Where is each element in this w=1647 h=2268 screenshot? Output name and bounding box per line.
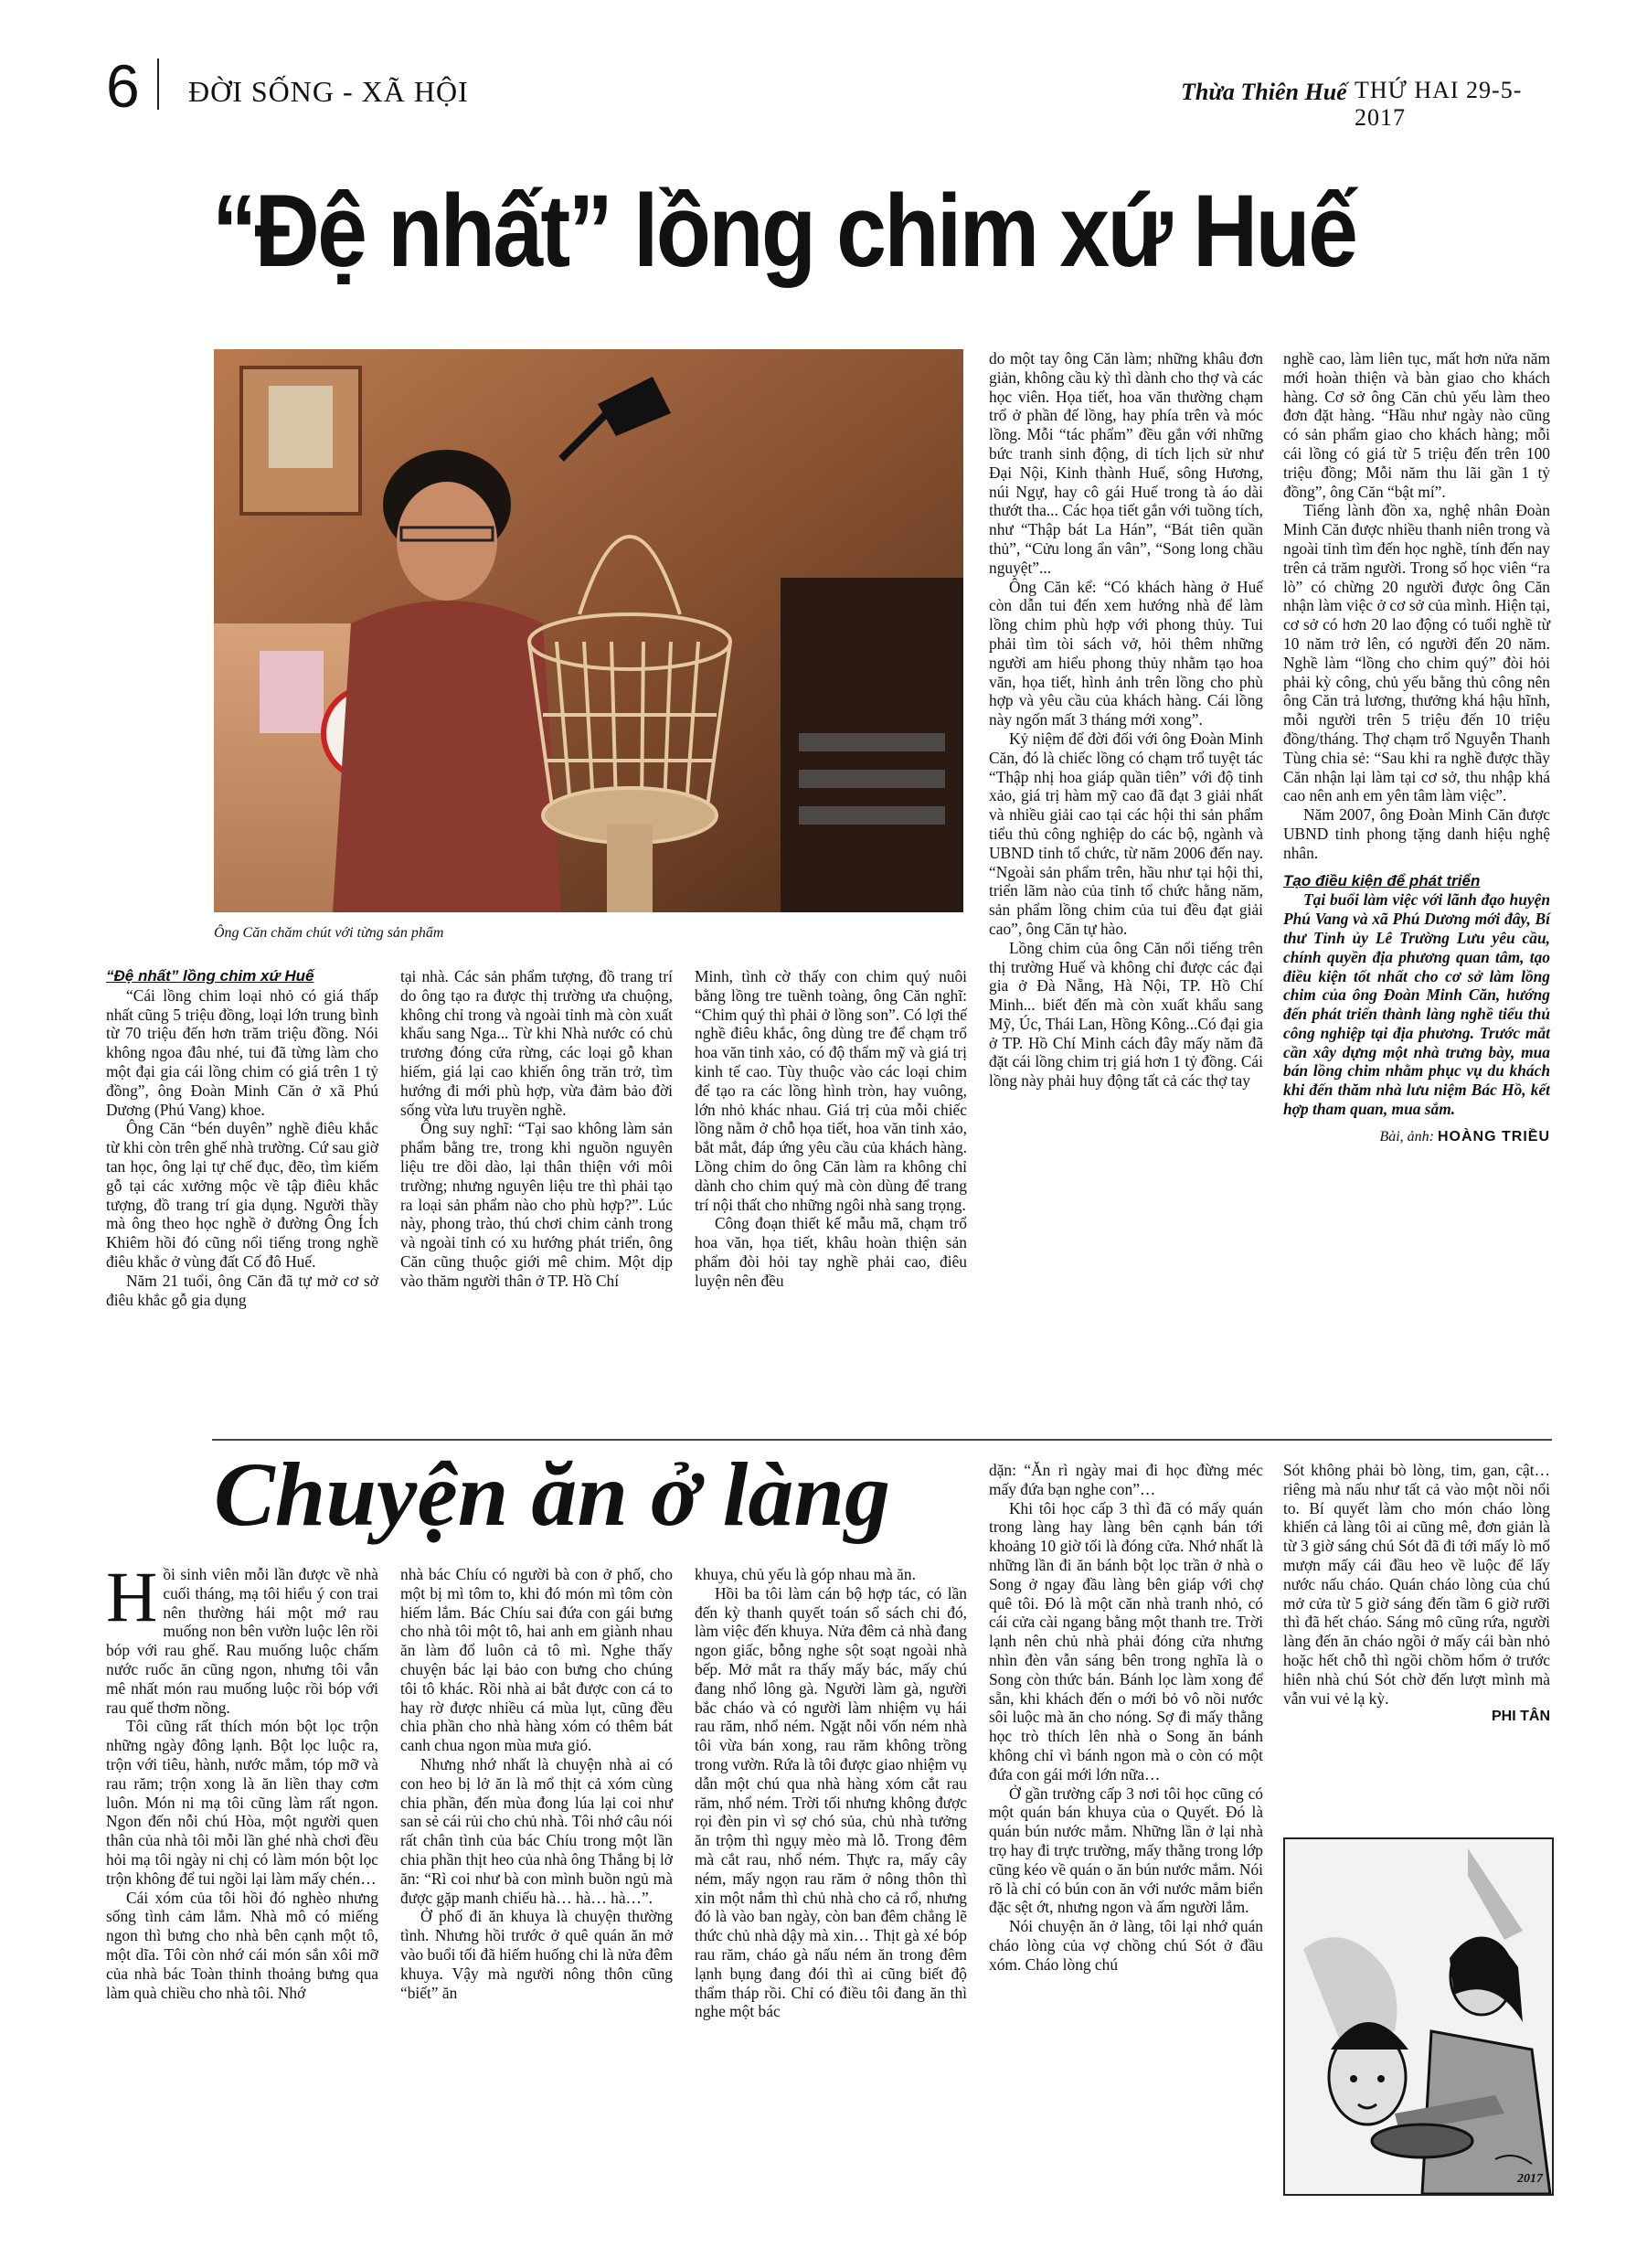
article1-byline (1283, 1128, 1550, 1147)
article1-col4-p1: do một tay ông Căn làm; những khâu đơn giản, không cầu kỳ thì dành cho thợ và các học viên. Họa tiết, hoa văn thường chạm trổ ở phần đế lồng, hay phía trên và móc lồng. Mỗi “tác phẩm” đều gắn với những bức tranh sinh động, di tích lịch sử như Đại Nội, Kinh thành Huế, sông Hương, núi Ngự, hay cô gái Huế trong tà áo dài thướt tha... Các họa tiết gắn với tuồng tích, như “Thập bát La Hán”, “Bát tiên quần thủ”, “Cửu long ẩn vân”, “Song long chầu nguyệt”... (989, 349, 1263, 577)
article1-col4-p2: Ông Căn kể: “Có khách hàng ở Huế còn dẫn tui đến xem hướng nhà để làm lồng chim phù hợp với phong thủy. Tui phải tìm tòi sách vở, hỏi thêm những người am hiểu phong thủy nhằm tạo hoa văn, họa tiết, hình ảnh trên lồng cho phù hợp và yêu cầu của khách hàng. Cái lồng này ngốn mất 3 tháng mới xong”. (989, 577, 1263, 729)
article1-headline: “Đệ nhất” lồng chim xứ Huế (212, 174, 1356, 288)
article2-col3-p2: Hồi ba tôi làm cán bộ hợp tác, có lần đến kỳ thanh quyết toán sổ sách chi đó, làm việc đến khuya. Nửa đêm cả nhà đang ngon giấc, bỗng nghe sột soạt ngoài nhà bếp. Mở mắt ra thấy mấy bác, mấy chú đang nhổ lông gà. Người làm gà, người bắc cháo và có người làm nhiệm vụ hái rau răm, nhổ ném. Ngặt nỗi vốn ném nhà tôi vừa bán xong, rau răm không trồng trong vườn. Rứa là tôi được giao nhiệm vụ dẫn một chú qua nhà hàng xóm cắt rau răm, nhổ ném. Trời tối nhưng không được rọi đèn pin vì sợ chó sủa, chủ nhà tưởng ăn trộm thì ngụy mèo mà lỗ. Trong đêm mà cắt rau, nhổ ném. Thực ra, mấy cây ném, mấy ngọn rau răm ở nông thôn thì xin một nắm thì chủ nhà cho cả rổ, nhưng đó là vào ban ngày, còn ban đêm chẳng lẽ thức chủ nhà dậy mà xin… Thịt gà xé bóp rau răm, cháo gà nấu ném ăn trong đêm lạnh bụng đang đói thì ai cũng biết độ thẩm tháp rồi. Chỉ có điều tôi đang ăn thì nghe một bác (695, 1583, 967, 2021)
article1-col1-p2: Ông Căn “bén duyên” nghề điêu khắc từ khi còn trên ghế nhà trường. Cứ sau giờ tan học, ông lại tự chế đục, đẽo, tìm kiếm gỗ tại các xưởng mộc về tập điêu khắc tượng, đồ trang trí gia dụng. Người thầy mà ông theo học nghề ở đường Ông Ích Khiêm hồi đó cũng nổi tiếng trong nghề điêu khắc ở vùng đất Cố đô Huế. (106, 1119, 378, 1271)
article2-col2 (400, 1565, 673, 2002)
article1-photo (214, 349, 963, 912)
article2-signature: PHI TÂN (1492, 1709, 1550, 1725)
wall-calendar (260, 651, 324, 733)
byline-label: Bài, ảnh: (1379, 1128, 1434, 1145)
illustration-signature: 2017 (1517, 2172, 1543, 2186)
article2-col2-p1: nhà bác Chíu có người bà con ở phố, cho một bị mì tôm to, khi đó món mì tôm còn hiếm lắm. Bác Chíu sai đứa con gái bưng cho nhà tôi một tô, hai anh em giành nhau ăn làm đổ luôn cả tô mì. Nghe thấy chuyện bác lại bảo con bưng cho chúng tôi tô khác. Rồi nhà ai bắt được con cá to hay rờ được nhiều cá mùa lụt, cũng đều chia phần cho nhà hàng xóm có thêm bát canh chua ngon mùa mưa gió. (400, 1565, 673, 1755)
article2-col4-p2: Khi tôi học cấp 3 thì đã có mấy quán trong làng hay làng bên cạnh bán tới khoảng 10 giờ tối là đóng cửa. Nhớ nhất là những lần đi ăn bánh bột lọc trần ở nhà o Song ở ngay đầu làng bên giáp với chợ quê tôi. Đó là một căn nhà tranh nhỏ, có cái cửa cài ngang bằng một thanh tre. Trời lạnh nên chủ nhà phải đóng cửa nhưng nhìn đèn vẫn sáng bên trong nghĩa là o Song còn thức bán. Bánh lọc làm xong để sẵn, khi khách đến o mới bỏ vô nồi nước sôi luộc mà ăn cho nóng. Sợ đi mấy thằng học trò thích lên nhà o Song ăn bánh không chỉ vì bánh ngon mà o còn có một đứa con gái mới lớn nữa… (989, 1498, 1263, 1784)
article2-col3-p1: khuya, chủ yếu là góp nhau mà ăn. (695, 1565, 916, 1583)
article1-col1-p1: “Cái lồng chim loại nhỏ có giá thấp nhất cũng 5 triệu đồng, loại lớn trung bình từ 70 triệu đến hơn trăm triệu đồng. Nói không ngoa đâu nhé, tui đã từng làm cho một đại gia cái lồng chim có giá trên 1 tỷ đồng”, ông Đoàn Minh Căn ở xã Phú Dương (Phú Vang) khoe. (106, 985, 378, 1119)
dropcap-letter: H (106, 1557, 158, 1636)
cage-stand (607, 825, 653, 912)
article2-col5 (1283, 1461, 1550, 1727)
sidebar-box-title: Tạo điều kiện để phát triển (1283, 871, 1481, 889)
article2-headline: Chuyện ăn ở làng (214, 1443, 890, 1545)
article1-col3-p1: Minh, tình cờ thấy con chim quý nuôi bằng lồng tre tuềnh toàng, ông Căn nghĩ: “Chim quý thì phải ở lồng son”. Có lợi thế nghề điêu khắc, ông dùng tre để chạm trổ hoa văn tinh xảo, có độ thẩm mỹ và giá trị kinh tế cao. Tùy thuộc vào các loại chim để tạo ra các lồng hình tròn, hay vuông, lớn nhỏ khác nhau. Giá trị của mỗi chiếc lồng nằm ở chỗ họa tiết, hoa văn tinh xảo, bắt mắt, đáp ứng yêu cầu của khách hàng. Lồng chim do ông Căn làm ra không chỉ dành cho chim quý mà còn dùng để trang trí nội thất cho những ngôi nhà sang trọng. (695, 967, 967, 1214)
article1-kicker: “Đệ nhất” lồng chim xứ Huế (106, 967, 314, 985)
article1-col2-p1: tại nhà. Các sản phẩm tượng, đồ trang trí do ông tạo ra được thị trường ưa chuộng, không chỉ trong và ngoài tỉnh mà còn xuất khẩu sang Nga... Từ khi Nhà nước có chủ trương đóng cửa rừng, các loại gỗ khan hiếm, giá lại cao khiến ông trăn trở, tìm hướng đi mới phù hợp, vừa đảm bảo đời sống vừa lưu truyền nghề. (400, 967, 673, 1119)
article1-col4 (989, 349, 1263, 1091)
article1-col1 (106, 967, 378, 1309)
article1-col5-p1: nghề cao, làm liên tục, mất hơn nửa năm mới hoàn thiện và bàn giao cho khách hàng. Cơ sở ông Căn chủ yếu làm theo đơn đặt hàng. “Hầu như ngày nào cũng có sản phẩm giao cho khách hàng; mỗi cái lồng có giá từ 5 triệu đến trên 100 triệu đồng; Mỗi năm thu lãi gần 1 tỷ đồng”, ông Căn “bật mí”. (1283, 349, 1550, 501)
article2-col1-p1 (106, 1557, 378, 1717)
article-separator (212, 1439, 1552, 1441)
article2-col2-p3: Ở phố đi ăn khuya là chuyện thường tình. Nhưng hồi trước ở quê quán ăn mở vào buổi tối đã hiếm huống chi là nửa đêm khuya. Vậy mà người nông thôn cũng “biết” ăn (400, 1907, 673, 2002)
article1-col1-p3: Năm 21 tuổi, ông Căn đã tự mở cơ sở điêu khắc gỗ gia dụng (106, 1271, 378, 1309)
article2-col2-p2: Nhưng nhớ nhất là chuyện nhà ai có con heo bị lở ăn là mổ thịt cả xóm cùng chia phần, đến mùa đong lúa lại coi như san sẻ cái rủi cho chủ nhà. Tôi nhớ câu nói rất chân tình của bác Chíu trong một lần chia phần thịt heo của nhà ông Thắng bị lở ăn: “Rì coi như bà con mình buồn ngủ mà được gặp manh chiếu hà… hà… hà…”. (400, 1754, 673, 1907)
article2-col1-p2: Tôi cũng rất thích món bột lọc trộn những ngày đông lạnh. Bột lọc luộc ra, trộn với tiêu, hành, nước mắm, tóp mỡ và rau răm; trộn xong là ăn liền thay cơm luôn. Món ni mạ tôi cũng làm rất ngon. Ngon đến nỗi chú Hòa, một người quen thân của nhà tôi mỗi lần ghé nhà chơi đều hỏi mạ tôi ngày ni chị có làm món bột lọc trộn không để tui ngồi lại làm mấy chén… (106, 1717, 378, 1888)
page-header (106, 52, 1539, 131)
article2-col1 (106, 1557, 378, 2002)
article1-col5-p2: Tiếng lành đồn xa, nghệ nhân Đoàn Minh Căn được nhiều thanh niên trong và ngoài tỉnh tìm đến học nghề, tính đến nay trên cả trăm người. Trong số học viên “ra lò” có chừng 20 người được ông Căn nhận làm việc ở cơ sở của mình. Hiện tại, cơ sở có hơn 20 lao động có tuổi nghề từ 10 năm trở lên, có người đến 20 năm. Nghề làm “lồng cho chim quý” đòi hỏi phải kỳ công, chủ yếu bằng thủ công nên ông Căn trả lương, thưởng khá hậu hĩnh, mỗi người trên 5 triệu đến 10 triệu đồng/tháng. Thợ chạm trổ Nguyễn Thanh Tùng chia sẻ: “Sau khi ra nghề được thầy Căn nhận lại làm tại cơ sở, thu nhập khá cao nên anh em yên tâm làm việc”. (1283, 501, 1550, 805)
article1-col5-p3: Năm 2007, ông Đoàn Minh Căn được UBND tỉnh phong tặng danh hiệu nghệ nhân. (1283, 805, 1550, 862)
steam-sketch (1303, 1937, 1397, 2040)
article2-col4-p3: Ở gần trường cấp 3 nơi tôi học cũng có một quán bán khuya của o Quyết. Đó là quán bún nước mắm. Những lần ở lại nhà trọ hay đi trực trường, mấy thằng trong lớp cũng kéo về quán o ăn bún nước mắm. Nói rõ là chỉ có bún con ăn với nước mắm biển đặc sệt ớt, nhưng ngon và ấm người lắm. (989, 1784, 1263, 1917)
article2-col5-p1: Sót không phải bò lòng, tim, gan, cật… riêng mà nấu như tất cả vào một nồi nổi to. Bí quyết làm cho món cháo lòng khiến cả làng tôi ai cũng mê, đơn giản là từ 3 giờ sáng chú Sót đã đi tới mấy lò mổ mượn mấy cái đầu heo về luộc để lấy nước nấu cháo. Quán cháo lòng của chú mở cửa từ 5 giờ sáng đến tầm 6 giờ rưỡi thì đã hết cháo. Sáng mô cũng rứa, người làng đến ăn cháo ngồi ở mấy cái bàn nhỏ hoặc hết chỗ thì ngồi chồm hổm ở trước hiên nhà chú Sót chờ đến lượt mình mà vẫn vui vẻ lạ kỳ. (1283, 1461, 1550, 1708)
issue-date: THỨ HAI 29-5-2017 (1355, 77, 1523, 131)
article1-col4-p3: Kỷ niệm để đời đối với ông Đoàn Minh Căn, đó là chiếc lồng có chạm trổ tuyệt tác “Thập nhị hoa giáp quần tiên” với độ tinh xảo, giá trị hàm mỹ cao đã đạt 3 giải nhất và nhiều giải cao tại các hội thi sản phẩm tiểu thủ công nghiệp do các bộ, ngành và UBND tỉnh tổ chức, từ năm 2006 đến nay. “Ngoài sản phẩm trên, hầu như tại hội thi, triển lãm nào của tỉnh tổ chức hằng năm, sản phẩm lồng chim của tui đều đạt giải cao”, ông Căn tự hào. (989, 729, 1263, 938)
craftsman-photo-svg (214, 349, 963, 912)
sidebar-box-text: Tại buổi làm việc với lãnh đạo huyện Phú Vang và xã Phú Dương mới đây, Bí thư Tỉnh ủy Lê Trường Lưu yêu cầu, chính quyền địa phương quan tâm, tạo điều kiện tốt nhất cho cơ sở làm lồng chim của ông Đoàn Minh Căn, hướng đến phát triển thành làng nghề tiểu thủ công nghiệp tại địa phương. Trước mắt cần xây dựng một nhà trưng bày, mua bán lồng chim nhằm phục vụ du khách khi đến thăm nhà lưu niệm Bác Hồ, kết hợp tham quan, mua sắm. (1283, 890, 1550, 1119)
article2-col1-p3: Cái xóm của tôi hồi đó nghèo nhưng sống tình cảm lắm. Nhà mô có miếng ngon thì bưng cho nhà bên cạnh một tô, một dĩa. Tôi còn nhớ cái món sắn xôi mỡ của nhà bác Toàn thỉnh thoảng bưng qua làm quà chiều cho nhà tôi. Nhớ (106, 1888, 378, 2002)
paper-name: Thừa Thiên Huế (1181, 79, 1347, 105)
article2-illustration (1283, 1837, 1554, 2196)
bowl (1372, 2124, 1472, 2157)
page-number: 6 (106, 52, 140, 120)
article2-col4-p1: dặn: “Ăn rì ngày mai đi học đừng méc mấy đứa bạn nghe con”… (989, 1461, 1263, 1498)
man-shirt (333, 601, 561, 912)
article2-col3 (695, 1565, 967, 2021)
section-title: ĐỜI SỐNG - XÃ HỘI (188, 75, 469, 108)
village-food-sketch (1285, 1839, 1552, 2194)
header-rule-vertical (157, 59, 159, 110)
article1-col4-p4: Lồng chim của ông Căn nổi tiếng trên thị trường Huế và không chỉ được các đại gia ở Đà Nẵng, Hà Nội, TP. Hồ Chí Minh... biết đến mà còn xuất khẩu sang Mỹ, Úc, Thái Lan, Hồng Kông...Có đại gia ở TP. Hồ Chí Minh cách đây mấy năm đã đặt cái lồng chim trị giá hơn 1 tỷ đồng. Cái lồng này phải huy động tất cả các thợ tay (989, 938, 1263, 1091)
calendar-poster (269, 386, 333, 468)
article1-col3 (695, 967, 967, 1291)
article2-col4 (989, 1461, 1263, 1975)
photo-caption: Ông Căn chăm chút với từng sản phẩm (214, 925, 444, 941)
article1-col3-p2: Công đoạn thiết kế mẫu mã, chạm trổ hoa văn, họa tiết, khâu hoàn thiện sản phẩm đòi hỏi tay nghề phải cao, điêu luyện nên đều (695, 1214, 967, 1290)
article1-col2 (400, 967, 673, 1291)
article2-col1-p1-text: ồi sinh viên mỗi lần được về nhà cuối tháng, mạ tôi hiểu ý con trai nên thường hái một mớ rau muống non bên vườn luộc lên rồi bóp với rau ghế. Rau muống luộc chấm nước ruốc ăn cũng ngon, nhưng tôi vẫn mê nhất món rau muống luộc rồi bóp với rau quế thơm nồng. (106, 1565, 378, 1717)
byline-author: HOÀNG TRIỀU (1438, 1128, 1550, 1145)
article2-col4-p4: Nói chuyện ăn ở làng, tôi lại nhớ quán cháo lòng của vợ chồng chú Sót ở đầu xóm. Cháo lòng chú (989, 1917, 1263, 1974)
article1-col2-p2: Ông suy nghĩ: “Tại sao không làm sản phẩm bằng tre, trong khi nguồn nguyên liệu tre dồi dào, lại thân thiện với môi trường; nhưng nguyên liệu tre thì phải tạo ra loại sản phẩm nào cho phù hợp?”. Lúc này, phong trào, thú chơi chim cảnh trong và ngoài tỉnh có xu hướng phát triển, ông Căn cũng thuộc giới mê chim. Một dịp vào thăm người thân ở TP. Hồ Chí (400, 1119, 673, 1290)
article1-col5 (1283, 349, 1550, 1147)
